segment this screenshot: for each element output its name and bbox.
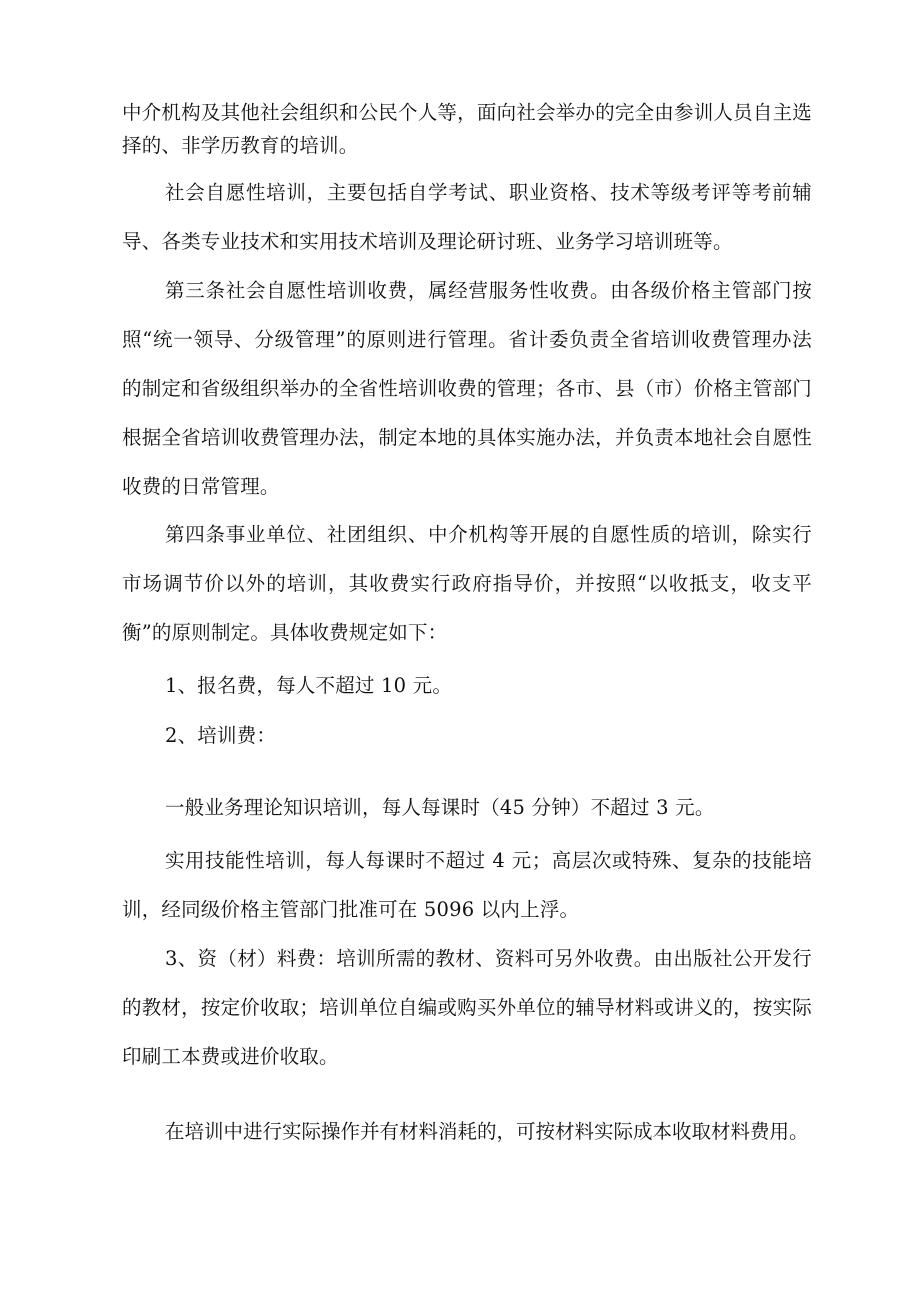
paragraph-10: 在培训中进行实际操作并有材料消耗的，可按材料实际成本收取材料费用。	[165, 1120, 809, 1143]
paragraph-7: 一般业务理论知识培训，每人每课时（45 分钟）不超过 3 元。	[165, 796, 715, 819]
paragraph-9: 3、资（材）料费：培训所需的教材、资料可另外收费。由出版社公开发行的教材，按定价收取；培训单位自编或购买外单位的辅导材料或讲义的，按实际印刷工本费或进价收取。	[122, 947, 812, 1068]
paragraph-2: 社会自愿性培训，主要包括自学考试、职业资格、技术等级考评等考前辅导、各类专业技术和实用技术培训及理论研讨班、业务学习培训班等。	[122, 181, 812, 253]
paragraph-6: 2、培训费：	[165, 724, 277, 747]
paragraph-3: 第三条社会自愿性培训收费，属经营服务性收费。由各级价格主管部门按照“统一领导、分级管理”的原则进行管理。省计委负责全省培训收费管理办法的制定和省级组织举办的全省性培训收费的管理；各市、县（市）价格主管部门根据全省培训收费管理办法，制定本地的具体实施办法，并负责本地社会自愿性收费的日常管理。	[122, 279, 812, 498]
paragraph-1: 中介机构及其他社会组织和公民个人等，面向社会举办的完全由参训人员自主选择的、非学历教育的培训。	[122, 101, 812, 157]
paragraph-8: 实用技能性培训，每人每课时不超过 4 元；高层次或特殊、复杂的技能培训，经同级价格主管部门批准可在 5096 以内上浮。	[122, 849, 812, 921]
paragraph-5: 1、报名费，每人不超过 10 元。	[165, 674, 453, 697]
paragraph-4: 第四条事业单位、社团组织、中介机构等开展的自愿性质的培训，除实行市场调节价以外的培训，其收费实行政府指导价，并按照“以收抵支，收支平衡”的原则制定。具体收费规定如下：	[122, 523, 812, 644]
